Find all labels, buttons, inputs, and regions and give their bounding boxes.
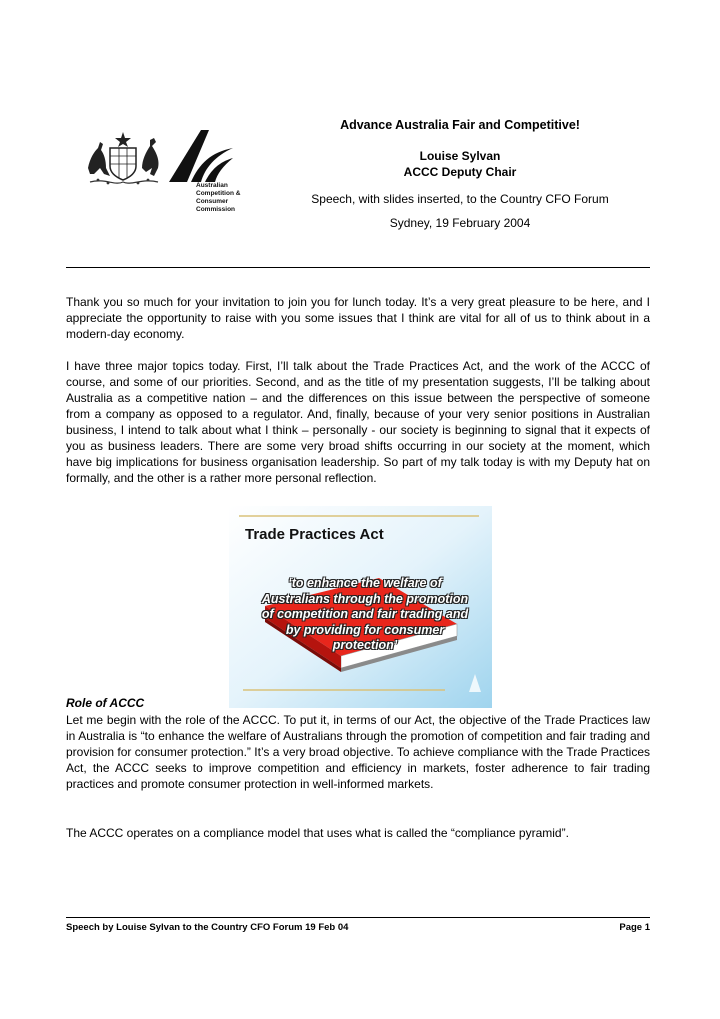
accc-text-line: Australian xyxy=(196,182,228,189)
accc-logo-text xyxy=(196,182,266,214)
page-number: Page 1 xyxy=(619,922,650,933)
slide-title: Trade Practices Act xyxy=(245,526,384,543)
header-divider xyxy=(66,267,650,268)
speech-occasion: Speech, with slides inserted, to the Country CFO Forum xyxy=(311,192,609,206)
coat-of-arms-logo xyxy=(80,128,166,190)
slide-quote: ‘to enhance the welfare of Australians through the promotion of competition and fair trading and by providing for consumer protection’ xyxy=(261,576,469,652)
slide-image xyxy=(229,506,492,708)
footer-divider xyxy=(66,917,650,918)
paragraph-topics: I have three major topics today. First, I’ll talk about the Trade Practices Act, and the work of the ACCC of course, and some of our priorities. Second, and as the title of my presentation suggests, I’ll be talking about Australia as a competitive nation – and the differences on this issue between the perspective of someone from a company as opposed to a regulator. And, finally, because of your very senior positions in Australian business, I intend to talk about what I think – personally - our society is beginning to signal that it expects of you as business leaders. There are some very broad shifts occurring in our society at the moment, which have big implications for business organisation leadership. So part of my talk today is with my Deputy hat on formally, and the other is a rather more personal reflection. xyxy=(66,359,650,485)
paragraph-pyramid: The ACCC operates on a compliance model that uses what is called the “compliance pyramid”. xyxy=(66,826,569,840)
paragraph-role: Let me begin with the role of the ACCC. To put it, in terms of our Act, the objective of the Trade Practices law in Australia is “to enhance the welfare of Australians through the promotion of competition and fair trading and provision for consumer protection.” It’s a very broad objective. To achieve compliance with the Trade Practices Act, the ACCC seeks to improve competition and efficiency in markets, foster adherence to fair trading practices and promote consumer protection in well-informed markets. xyxy=(66,713,650,791)
paragraph-intro: Thank you so much for your invitation to join you for lunch today. It’s a very great pleasure to be here, and I appreciate the opportunity to raise with you some issues that I think are vital for all of us to think about in a modern-day economy. xyxy=(66,295,650,341)
speaker-block xyxy=(300,148,620,180)
accc-text-line: Competition & xyxy=(196,190,241,197)
section-heading: Role of ACCC xyxy=(66,696,145,710)
speech-date: Sydney, 19 February 2004 xyxy=(389,216,531,230)
accc-text-line: Commission xyxy=(196,206,236,213)
speaker-role: ACCC Deputy Chair xyxy=(403,165,517,179)
accc-logo xyxy=(165,128,235,184)
speaker-name: Louise Sylvan xyxy=(419,149,501,163)
accc-text-line: Consumer xyxy=(196,198,229,205)
footer-text: Speech by Louise Sylvan to the Country CFO Forum 19 Feb 04 xyxy=(66,922,349,933)
speech-title: Advance Australia Fair and Competitive! xyxy=(340,118,580,132)
